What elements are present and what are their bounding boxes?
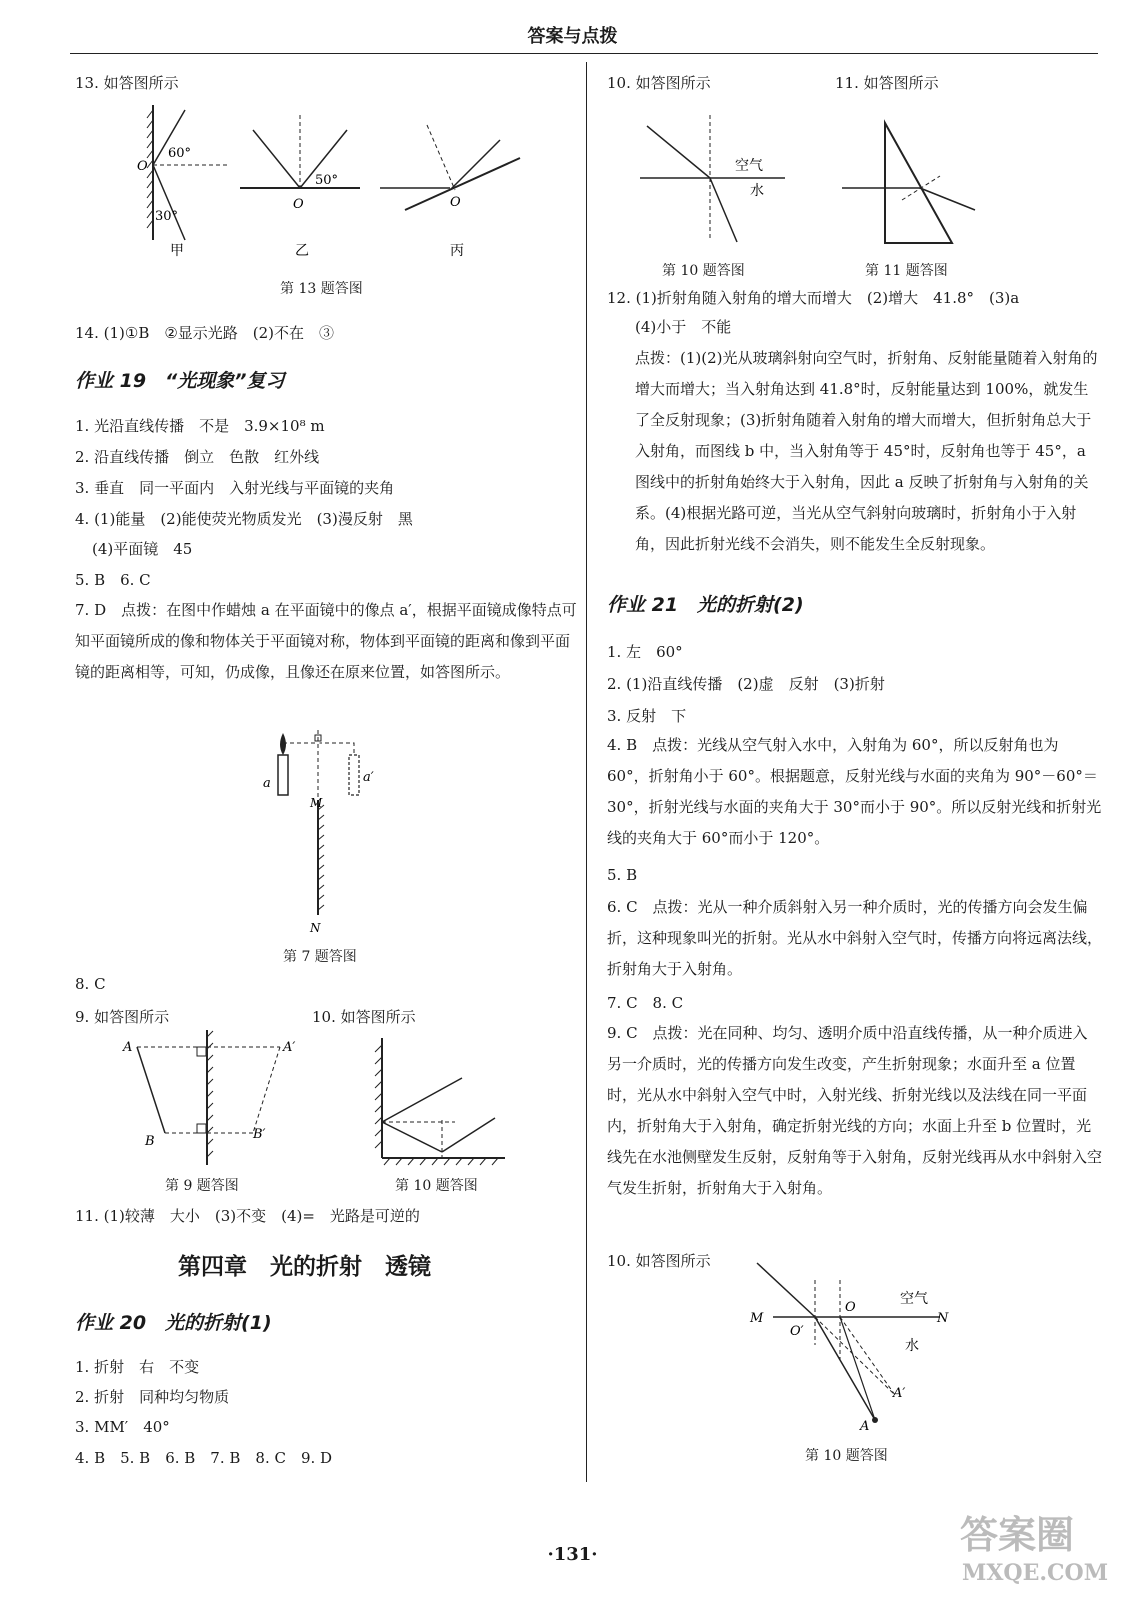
- r-q6-text: 6. C 点拨：光从一种介质斜射入另一种介质时，光的传播方向会发生偏折，这种现象叫光的折射。光从水中斜射入空气时，传播方向将远离法线，折射角大于入射角。: [607, 898, 1103, 978]
- q7-label-a2: a′: [363, 770, 374, 785]
- hw20-item-1: 1. 折射 右 不变: [75, 1358, 200, 1376]
- q7-label-a: a: [263, 776, 271, 791]
- r-q10b-A: A: [860, 1419, 870, 1434]
- q13-text: 13. 如答图所示: [75, 74, 179, 92]
- column-divider: [586, 62, 587, 1482]
- q7-figure: [255, 725, 385, 940]
- q9-text: 9. 如答图所示: [75, 1008, 170, 1026]
- watermark-logo: [930, 1500, 1130, 1590]
- q13-figure: [125, 100, 525, 260]
- hw20-title: 作业 20 光的折射(1): [75, 1312, 272, 1334]
- hw19-item-4b: (4)平面镜 45: [92, 540, 193, 558]
- page-header: 答案与点拨: [527, 26, 618, 47]
- r-q12-line1: 12. (1)折射角随入射角的增大而增大 (2)增大 41.8° (3)a: [607, 289, 1020, 307]
- r-q10b-M: M: [750, 1311, 764, 1326]
- hw21-item-3: 3. 反射 下: [607, 707, 687, 725]
- q13-jia-O: O: [137, 159, 148, 174]
- q9-label-A2: A′: [283, 1040, 296, 1055]
- r-q78-text: 7. C 8. C: [607, 994, 684, 1012]
- r-q10b-text: 10. 如答图所示: [607, 1252, 711, 1270]
- r-q11-caption: 第 11 题答图: [865, 263, 948, 279]
- q10-left-caption: 第 10 题答图: [395, 1178, 478, 1194]
- watermark-text-2: MXQE.COM: [962, 1560, 1109, 1586]
- watermark-text-1: 答案圈: [960, 1512, 1075, 1557]
- r-q11-text: 11. 如答图所示: [835, 74, 939, 92]
- q13-jia-angle1: 60°: [168, 146, 192, 161]
- q7-text: 7. D 点拨：在图中作蜡烛 a 在平面镜中的像点 a′，根据平面镜成像特点可知平面镜所成的像和物体关于平面镜对称，物体到平面镜的距离和像到平面镜的距离相等，可知，仍成像，且像还在原来位置，如答图所示。: [75, 601, 577, 681]
- r-q4-text: 4. B 点拨：光线从空气射入水中，入射角为 60°，所以反射角也为 60°，折射角小于 60°。根据题意，反射光线与水面的夹角为 90°－60°＝30°，折射光线与水面的夹角大于 30°而小于 90°。所以反射光线和折射光线的夹角大于 60°而小于 120°。: [607, 736, 1102, 847]
- q13-caption: 第 13 题答图: [280, 281, 363, 297]
- hw19-item-2: 2. 沿直线传播 倒立 色散 红外线: [75, 448, 320, 466]
- q9-label-B: B: [145, 1134, 155, 1149]
- r-q10-water: 水: [750, 183, 764, 199]
- q13-yi-O: O: [293, 197, 304, 212]
- q9-label-A: A: [123, 1040, 133, 1055]
- hw19-item-56: 5. B 6. C: [75, 571, 151, 589]
- q13-cap-bing: 丙: [450, 243, 464, 259]
- q13-yi-angle: 50°: [315, 173, 339, 188]
- q9-figure: [115, 1025, 305, 1170]
- hw21-item-2: 2. (1)沿直线传播 (2)虚 反射 (3)折射: [607, 675, 885, 693]
- hw20-item-2: 2. 折射 同种均匀物质: [75, 1388, 230, 1406]
- header-rule: [70, 53, 1098, 54]
- r-q10-text: 10. 如答图所示: [607, 74, 711, 92]
- hw20-item-3: 3. MM′ 40°: [75, 1418, 170, 1436]
- r-q5-text: 5. B: [607, 866, 638, 884]
- q7-label-M: M: [310, 796, 323, 810]
- q9-caption: 第 9 题答图: [165, 1178, 239, 1194]
- r-q9-text: 9. C 点拨：光在同种、均匀、透明介质中沿直线传播，从一种介质进入另一介质时，光的传播方向发生改变，产生折射现象；水面升至 a 位置时，光从水中斜射入空气中时，入射光线、折射光线以及法线在同一平面内，折射角大于入射角，确定折射光线的方向；水面上升至 b 位置时，光线先在水池侧壁发生反射，反射角等于入射角，反射光线再从水中斜射入空气发生折射，折射角大于入射角。: [607, 1024, 1103, 1197]
- q14-text: 14. (1)①B ②显示光路 (2)不在 ③: [75, 324, 335, 342]
- q10-left-figure: [370, 1030, 510, 1170]
- q10-text: 10. 如答图所示: [312, 1008, 416, 1026]
- q13-bing-O: O: [450, 195, 461, 210]
- r-q12-line2: (4)小于 不能: [635, 318, 732, 336]
- r-q10-caption: 第 10 题答图: [662, 263, 745, 279]
- q9-label-B2: B′: [253, 1127, 266, 1142]
- r-q10-figure: [635, 110, 795, 250]
- q13-jia-angle2: 30°: [155, 209, 179, 224]
- hw21-item-1: 1. 左 60°: [607, 643, 683, 661]
- r-q10-air: 空气: [735, 158, 763, 174]
- r-q11-figure: [840, 118, 990, 248]
- r-q10b-air: 空气: [900, 1291, 928, 1307]
- hw20-item-4: 4. B 5. B 6. B 7. B 8. C 9. D: [75, 1449, 333, 1467]
- r-q12-note: 点拨：(1)(2)光从玻璃斜射向空气时，折射角、反射能量随着入射角的增大而增大；当入射角达到 41.8°时，反射能量达到 100%，就发生了全反射现象；(3)折射角随着入射角的增大而增大，但折射角总大于入射角，而图线 b 中，当入射角等于 45°时，反射角也等于 45°，a 图线中的折射角始终大于入射角，因此 a 反映了折射角与入射角的关系。(4)根据光路可逆，当光从空气斜射向玻璃时，折射角小于入射角，因此折射光线不会消失，则不能发生全反射现象。: [635, 349, 1098, 553]
- chapter-title: 第四章 光的折射 透镜: [178, 1254, 431, 1280]
- hw19-title: 作业 19 “光现象”复习: [75, 370, 285, 392]
- hw19-item-1: 1. 光沿直线传播 不是 3.9×10⁸ m: [75, 417, 325, 435]
- r-q10b-figure: [745, 1255, 955, 1435]
- r-q10b-N: N: [937, 1311, 949, 1326]
- q13-cap-jia: 甲: [170, 243, 184, 259]
- r-q10b-O: O: [845, 1300, 856, 1315]
- q7-caption: 第 7 题答图: [283, 949, 357, 965]
- q13-cap-yi: 乙: [295, 243, 309, 259]
- r-q10b-A2: A′: [893, 1386, 906, 1401]
- r-q10b-O2: O′: [790, 1324, 804, 1339]
- hw19-item-3: 3. 垂直 同一平面内 入射光线与平面镜的夹角: [75, 479, 395, 497]
- q8-text: 8. C: [75, 975, 106, 993]
- hw21-title: 作业 21 光的折射(2): [607, 594, 804, 616]
- page-number: ·131·: [547, 1544, 598, 1565]
- r-q10b-caption: 第 10 题答图: [805, 1448, 888, 1464]
- hw19-item-4: 4. (1)能量 (2)能使荧光物质发光 (3)漫反射 黑: [75, 510, 413, 528]
- q7-label-N: N: [310, 921, 321, 935]
- q11-text: 11. (1)较薄 大小 (3)不变 (4)= 光路是可逆的: [75, 1207, 420, 1225]
- r-q10b-water: 水: [905, 1338, 919, 1354]
